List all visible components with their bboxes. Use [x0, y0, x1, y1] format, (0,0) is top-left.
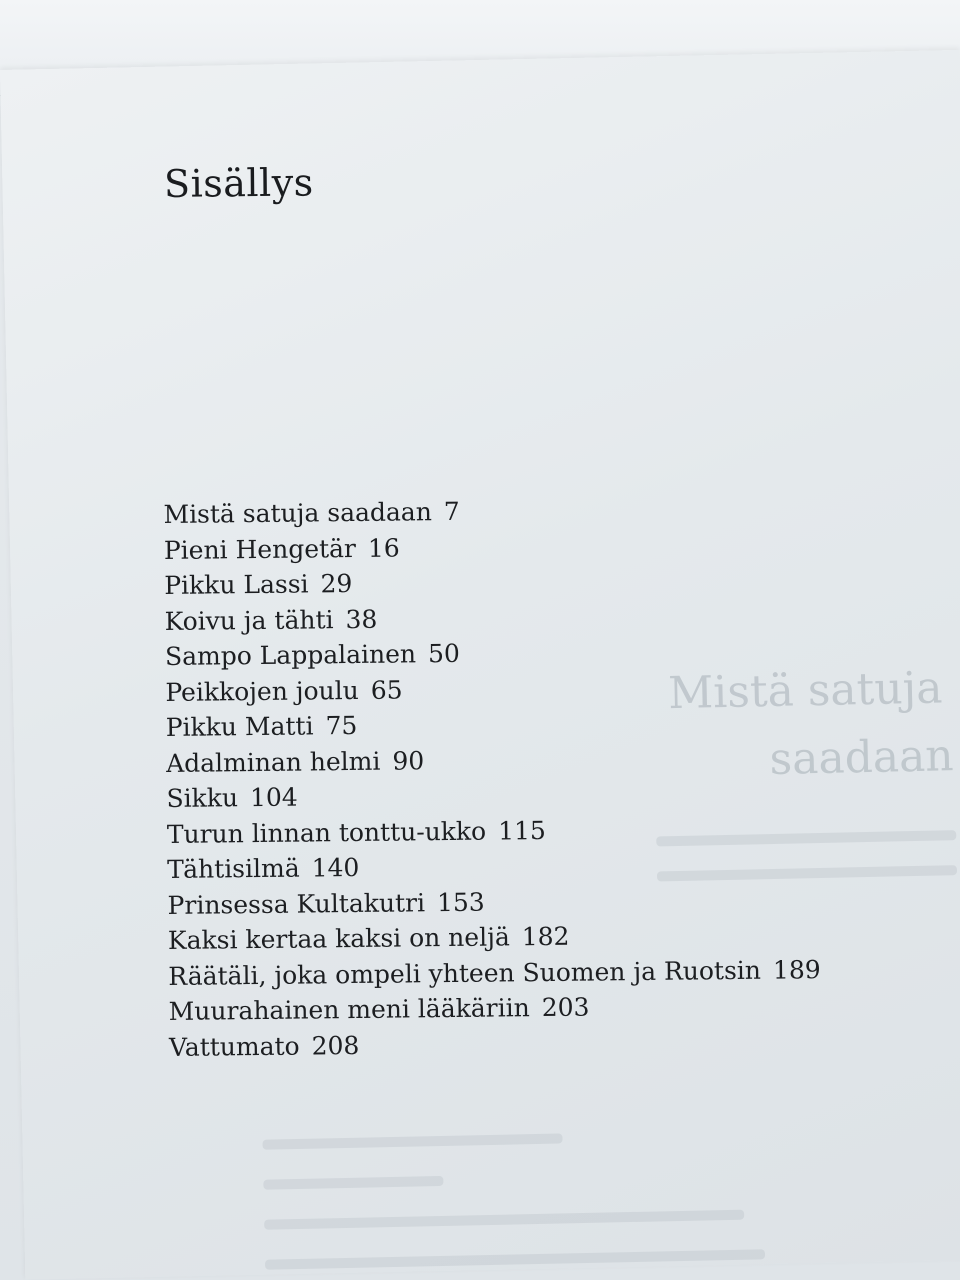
toc-entry-page: 75	[325, 710, 358, 741]
toc-entry-title: Mistä satuja saadaan	[163, 497, 432, 529]
toc-list	[163, 490, 821, 1065]
toc-entry-title: Pieni Hengetär	[163, 533, 357, 565]
toc-entry-page: 153	[436, 887, 485, 917]
toc-entry-title: Prinsessa Kultakutri	[167, 887, 426, 920]
toc-entry-title: Adalminan helmi	[165, 746, 381, 778]
toc-entry	[168, 952, 821, 994]
toc-entry-title: Pikku Matti	[165, 711, 314, 742]
toc-entry-page: 104	[249, 782, 298, 813]
toc-entry-page: 16	[367, 533, 400, 563]
bleed-through-title-line-2: saadaan	[769, 730, 955, 786]
toc-entry-title: Kaksi kertaa kaksi on neljä	[167, 922, 510, 955]
toc-entry-title: Sampo Lappalainen	[164, 639, 417, 671]
toc-entry-title: Muurahainen meni lääkäriin	[168, 993, 530, 1026]
toc-entry-title: Tähtisilmä	[167, 853, 300, 884]
toc-entry-title: Koivu ja tähti	[164, 604, 334, 636]
toc-entry-page: 140	[311, 852, 360, 883]
toc-entry-page: 90	[392, 745, 425, 776]
page-title: Sisällys	[163, 160, 314, 206]
bleed-through-title-line-1: Mistä satuja	[667, 662, 943, 720]
toc-entry-page: 65	[370, 674, 403, 705]
toc-entry-title: Sikku	[166, 783, 239, 813]
toc-entry-page: 203	[541, 992, 590, 1023]
toc-entry-page: 208	[311, 1030, 360, 1060]
toc-entry-page: 182	[521, 921, 570, 952]
toc-entry-page: 29	[320, 569, 353, 599]
toc-entry-page: 38	[345, 604, 378, 634]
toc-entry-title: Pikku Lassi	[164, 569, 309, 600]
toc-entry-title: Räätäli, joka ompeli yhteen Suomen ja Ruotsin	[168, 955, 762, 991]
toc-entry-page: 50	[427, 638, 461, 669]
toc-entry-title: Vattumato	[168, 1031, 300, 1062]
toc-entry-title: Turun linnan tonttu-ukko	[166, 816, 487, 849]
toc-entry	[169, 1023, 822, 1065]
toc-entry-page: 189	[772, 954, 821, 985]
toc-entry-page: 7	[443, 496, 460, 527]
toc-entry-page: 115	[497, 815, 547, 845]
toc-entry-title: Peikkojen joulu	[165, 675, 359, 707]
